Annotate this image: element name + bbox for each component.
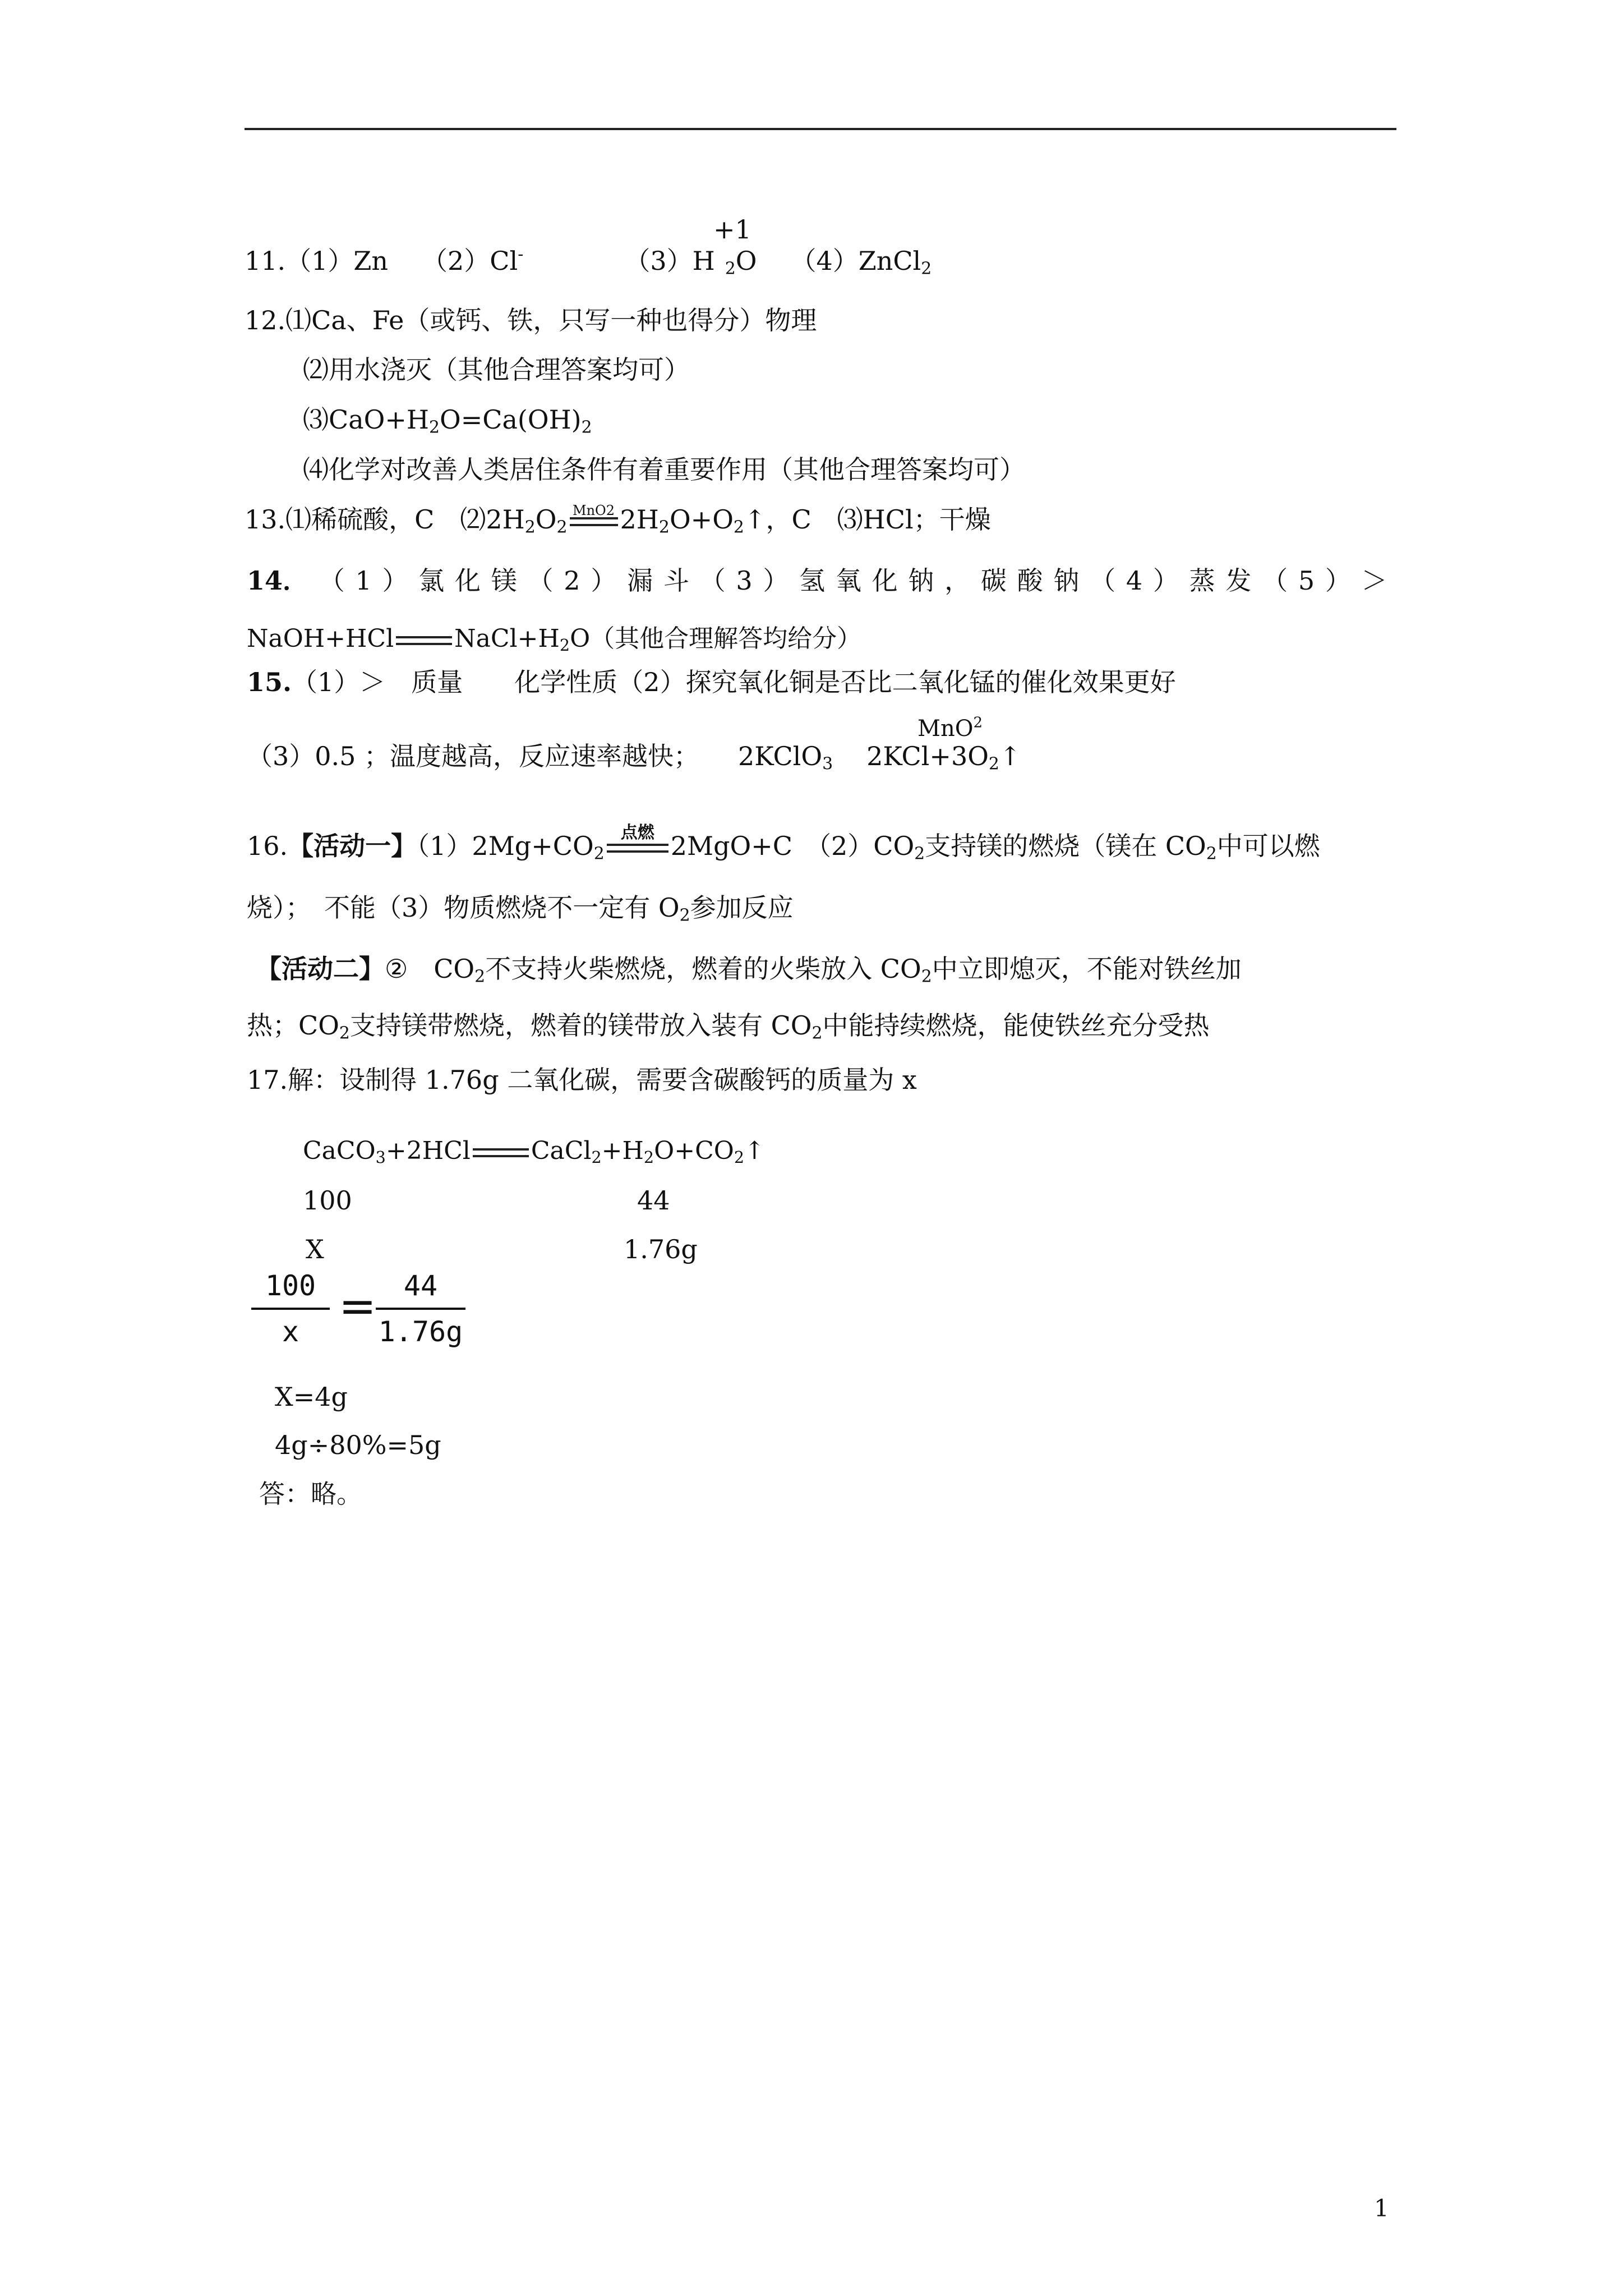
q14-char: （ — [527, 565, 554, 596]
q17-unknown-x: X — [306, 1234, 324, 1264]
q16-line2 — [247, 892, 794, 926]
q17-frac2-denominator: 1.76g — [378, 1315, 463, 1348]
q15-catalyst-label — [917, 714, 983, 742]
q13-part-c: O — [535, 504, 557, 535]
q15-line2-sub2: 2 — [988, 754, 999, 774]
q14-char: 酸 — [1017, 565, 1043, 596]
q16-part-e: 2MgO+C （2）CO — [670, 831, 915, 861]
q17-eq-sub4: 2 — [734, 1148, 745, 1167]
q12-line4: ⑷化学对改善人类居住条件有着重要作用（其他合理答案均可） — [303, 454, 1025, 485]
q15-line1-text: （1）＞ 质量 化学性质（2）探究氧化铜是否比二氧化锰的催化效果更好 — [292, 667, 1176, 697]
q17-eq-arrow: ↑ — [744, 1137, 765, 1165]
q13-catalyst-label: MnO2 — [573, 503, 615, 518]
q12-line3-sub1: 2 — [429, 417, 440, 438]
q14-char: （ — [319, 565, 345, 596]
q17-eq-sub1: 3 — [375, 1148, 386, 1167]
q17-answer: 答：略。 — [259, 1479, 362, 1509]
q16-line3-d: 不支持火柴燃烧，燃着的火柴放入 CO — [485, 954, 921, 984]
q14-line2 — [247, 624, 862, 655]
q16-line3-sub1: 2 — [474, 967, 486, 987]
q17-equals-sign: = — [339, 1280, 377, 1332]
q16-line4-e: 中能持续燃烧，能使铁丝充分受热 — [822, 1010, 1210, 1041]
q12-line3 — [303, 404, 592, 438]
q17-eq-f: +H — [601, 1137, 644, 1165]
q11-part4-sub: 2 — [921, 259, 932, 279]
q14-char: （ — [699, 565, 726, 596]
q14-line2-sub: 2 — [559, 636, 570, 655]
q12-line2: ⑵用水浇灭（其他合理答案均可） — [303, 355, 690, 385]
q16-line3-sub2: 2 — [921, 967, 932, 987]
q14-char: （ — [1090, 565, 1116, 596]
q15-line2-a: （3）0.5 ；温度越高，反应速率越快； 2KClO — [247, 741, 823, 771]
q14-char: ） — [591, 565, 617, 596]
q14-line2-a: NaOH+HCl — [247, 624, 394, 653]
q14-char: （ — [1262, 565, 1288, 596]
q12-line3-c: O=Ca(OH) — [440, 404, 582, 435]
q15-line2-e: ↑ — [999, 741, 1021, 771]
q16-line4-sub1: 2 — [339, 1023, 350, 1043]
q11-part3: （3） — [624, 246, 693, 276]
q16-line4-sub2: 2 — [811, 1023, 823, 1043]
q13-sub4: 2 — [733, 517, 744, 537]
q11-part2-charge: - — [518, 245, 524, 265]
page-number: 1 — [1374, 2194, 1389, 2222]
q11-part3-h: H — [692, 246, 715, 276]
q16-part-i: 中可以燃 — [1216, 831, 1320, 861]
q16-number: 16. — [247, 831, 288, 861]
q13-sub2: 2 — [556, 517, 568, 537]
q14-char: 钠 — [908, 565, 934, 596]
q14-char: 化 — [455, 565, 481, 596]
q16-activity1-label: 【活动一】 — [288, 831, 417, 861]
q14-char: 漏 — [627, 565, 653, 596]
q17-equals-bar — [473, 1148, 529, 1157]
q17-frac1-numerator: 100 — [265, 1269, 316, 1302]
q16-line3-b: ② CO — [385, 954, 475, 984]
q14-char: 氢 — [799, 565, 826, 596]
q15-number: 15. — [247, 667, 292, 697]
q11-part3-o: O — [735, 246, 757, 276]
q14-char: 5 — [1298, 565, 1315, 596]
q12-line3-a: ⑶CaO+H — [303, 404, 429, 435]
q17-eq-a: CaCO — [303, 1137, 376, 1165]
q16-line1 — [247, 823, 1320, 864]
q13-sub3: 2 — [658, 517, 670, 537]
q17-eq-h: O+CO — [654, 1137, 734, 1165]
q14-char: 钠 — [1053, 565, 1080, 596]
q17-equation — [303, 1137, 765, 1167]
q11-number: 11. — [245, 246, 286, 276]
q16-sub3: 2 — [1206, 844, 1217, 864]
q17-eq-d: CaCl — [531, 1137, 592, 1165]
q16-reaction-condition — [607, 823, 668, 853]
header-rule — [245, 128, 1396, 130]
q14-char: 发 — [1225, 565, 1252, 596]
q16-activity2-label: 【活动二】 — [256, 954, 385, 984]
q17-result-mass: 4g÷80%=5g — [275, 1430, 441, 1460]
q14-char: 化 — [872, 565, 898, 596]
q13-reaction-condition — [570, 503, 618, 526]
q15-line2-c: 2KCl+3O — [866, 741, 989, 771]
q17-known-mass: 1.76g — [624, 1234, 698, 1264]
q14-char: ） — [763, 565, 789, 596]
q15-line2 — [247, 741, 1021, 774]
q14-char: 4 — [1126, 565, 1143, 596]
q16-line4-c: 支持镁带燃烧，燃着的镁带放入装有 CO — [349, 1010, 812, 1041]
q13-sub1: 2 — [524, 517, 536, 537]
q17-fraction-right — [376, 1269, 465, 1348]
q11-part3-sub: 2 — [725, 259, 736, 279]
q14-char: 14． — [247, 565, 309, 596]
q11-answer — [245, 245, 932, 279]
q14-char: 斗 — [663, 565, 689, 596]
q13-answer — [245, 503, 991, 537]
q16-line2-c: 参加反应 — [690, 892, 794, 923]
q17-eq-sub3: 2 — [643, 1148, 654, 1167]
q16-sub1: 2 — [593, 844, 605, 864]
q16-sub2: 2 — [914, 844, 925, 864]
q14-char: 氧 — [835, 565, 861, 596]
q14-equals-bar — [396, 636, 452, 645]
q17-frac2-numerator: 44 — [403, 1269, 438, 1302]
q16-line3 — [256, 954, 1242, 987]
q16-line4-a: 热；CO — [247, 1010, 339, 1041]
q12-line3-sub2: 2 — [581, 417, 592, 438]
q15-line2-sub1: 3 — [822, 754, 833, 774]
q17-intro: 17.解：设制得 1.76g 二氧化碳，需要含碳酸钙的质量为 x — [247, 1065, 917, 1095]
q16-line4 — [247, 1010, 1210, 1043]
q14-char: 镁 — [491, 565, 517, 596]
q16-line2-a: 烧）； 不能（3）物质燃烧不一定有 O — [247, 892, 680, 923]
q17-mass-100: 100 — [303, 1185, 352, 1216]
q15-line1 — [247, 669, 1176, 695]
q17-mass-44: 44 — [637, 1185, 670, 1216]
q11-oxidation-value: +1 — [713, 214, 751, 245]
q14-char: 氯 — [418, 565, 445, 596]
q15-catalyst-text: MnO — [917, 716, 974, 742]
q16-part-g: 支持镁的燃烧（镁在 CO — [925, 831, 1206, 861]
q16-ignite-label: 点燃 — [620, 823, 654, 843]
q14-char: 碳 — [980, 565, 1007, 596]
q14-line1 — [247, 565, 1387, 596]
q17-eq-c: +2HCl — [385, 1137, 471, 1165]
q15-catalyst-sup: 2 — [973, 714, 983, 731]
q14-char: 1 — [355, 565, 372, 596]
q14-char: ， — [944, 565, 971, 596]
q14-line2-d: O（其他合理解答均给分） — [570, 624, 862, 653]
q14-char: 蒸 — [1189, 565, 1215, 596]
q14-char: 3 — [736, 565, 753, 596]
q17-fraction-left — [251, 1269, 330, 1348]
q17-frac1-denominator: x — [282, 1315, 299, 1348]
q13-part-g: O+O — [669, 504, 734, 535]
q13-part-i: ↑，C ⑶HCl；干燥 — [744, 504, 991, 535]
q16-line2-sub: 2 — [679, 905, 690, 926]
q16-part-c: （1）2Mg+CO — [417, 831, 594, 861]
q11-part4: （4）ZnCl — [790, 246, 921, 276]
q14-char: ） — [1325, 565, 1351, 596]
q16-line3-f: 中立即熄灭，不能对铁丝加 — [932, 954, 1242, 984]
q14-char: 2 — [564, 565, 580, 596]
q11-part2: （2）Cl — [422, 246, 518, 276]
q14-char: ） — [1152, 565, 1179, 596]
q12-line1: 12.⑴Ca、Fe（或钙、铁，只写一种也得分）物理 — [245, 305, 817, 335]
q14-char: ） — [382, 565, 408, 596]
q13-part-a: 13.⑴稀硫酸，C ⑵2H — [245, 504, 525, 535]
q17-result-x: X=4g — [275, 1382, 348, 1412]
q14-line2-b: NaCl+H — [454, 624, 560, 653]
q13-part-e: 2H — [620, 504, 659, 535]
q17-eq-sub2: 2 — [591, 1148, 602, 1167]
q14-char: ＞ — [1361, 565, 1387, 596]
q11-part1: （1）Zn — [285, 246, 389, 276]
